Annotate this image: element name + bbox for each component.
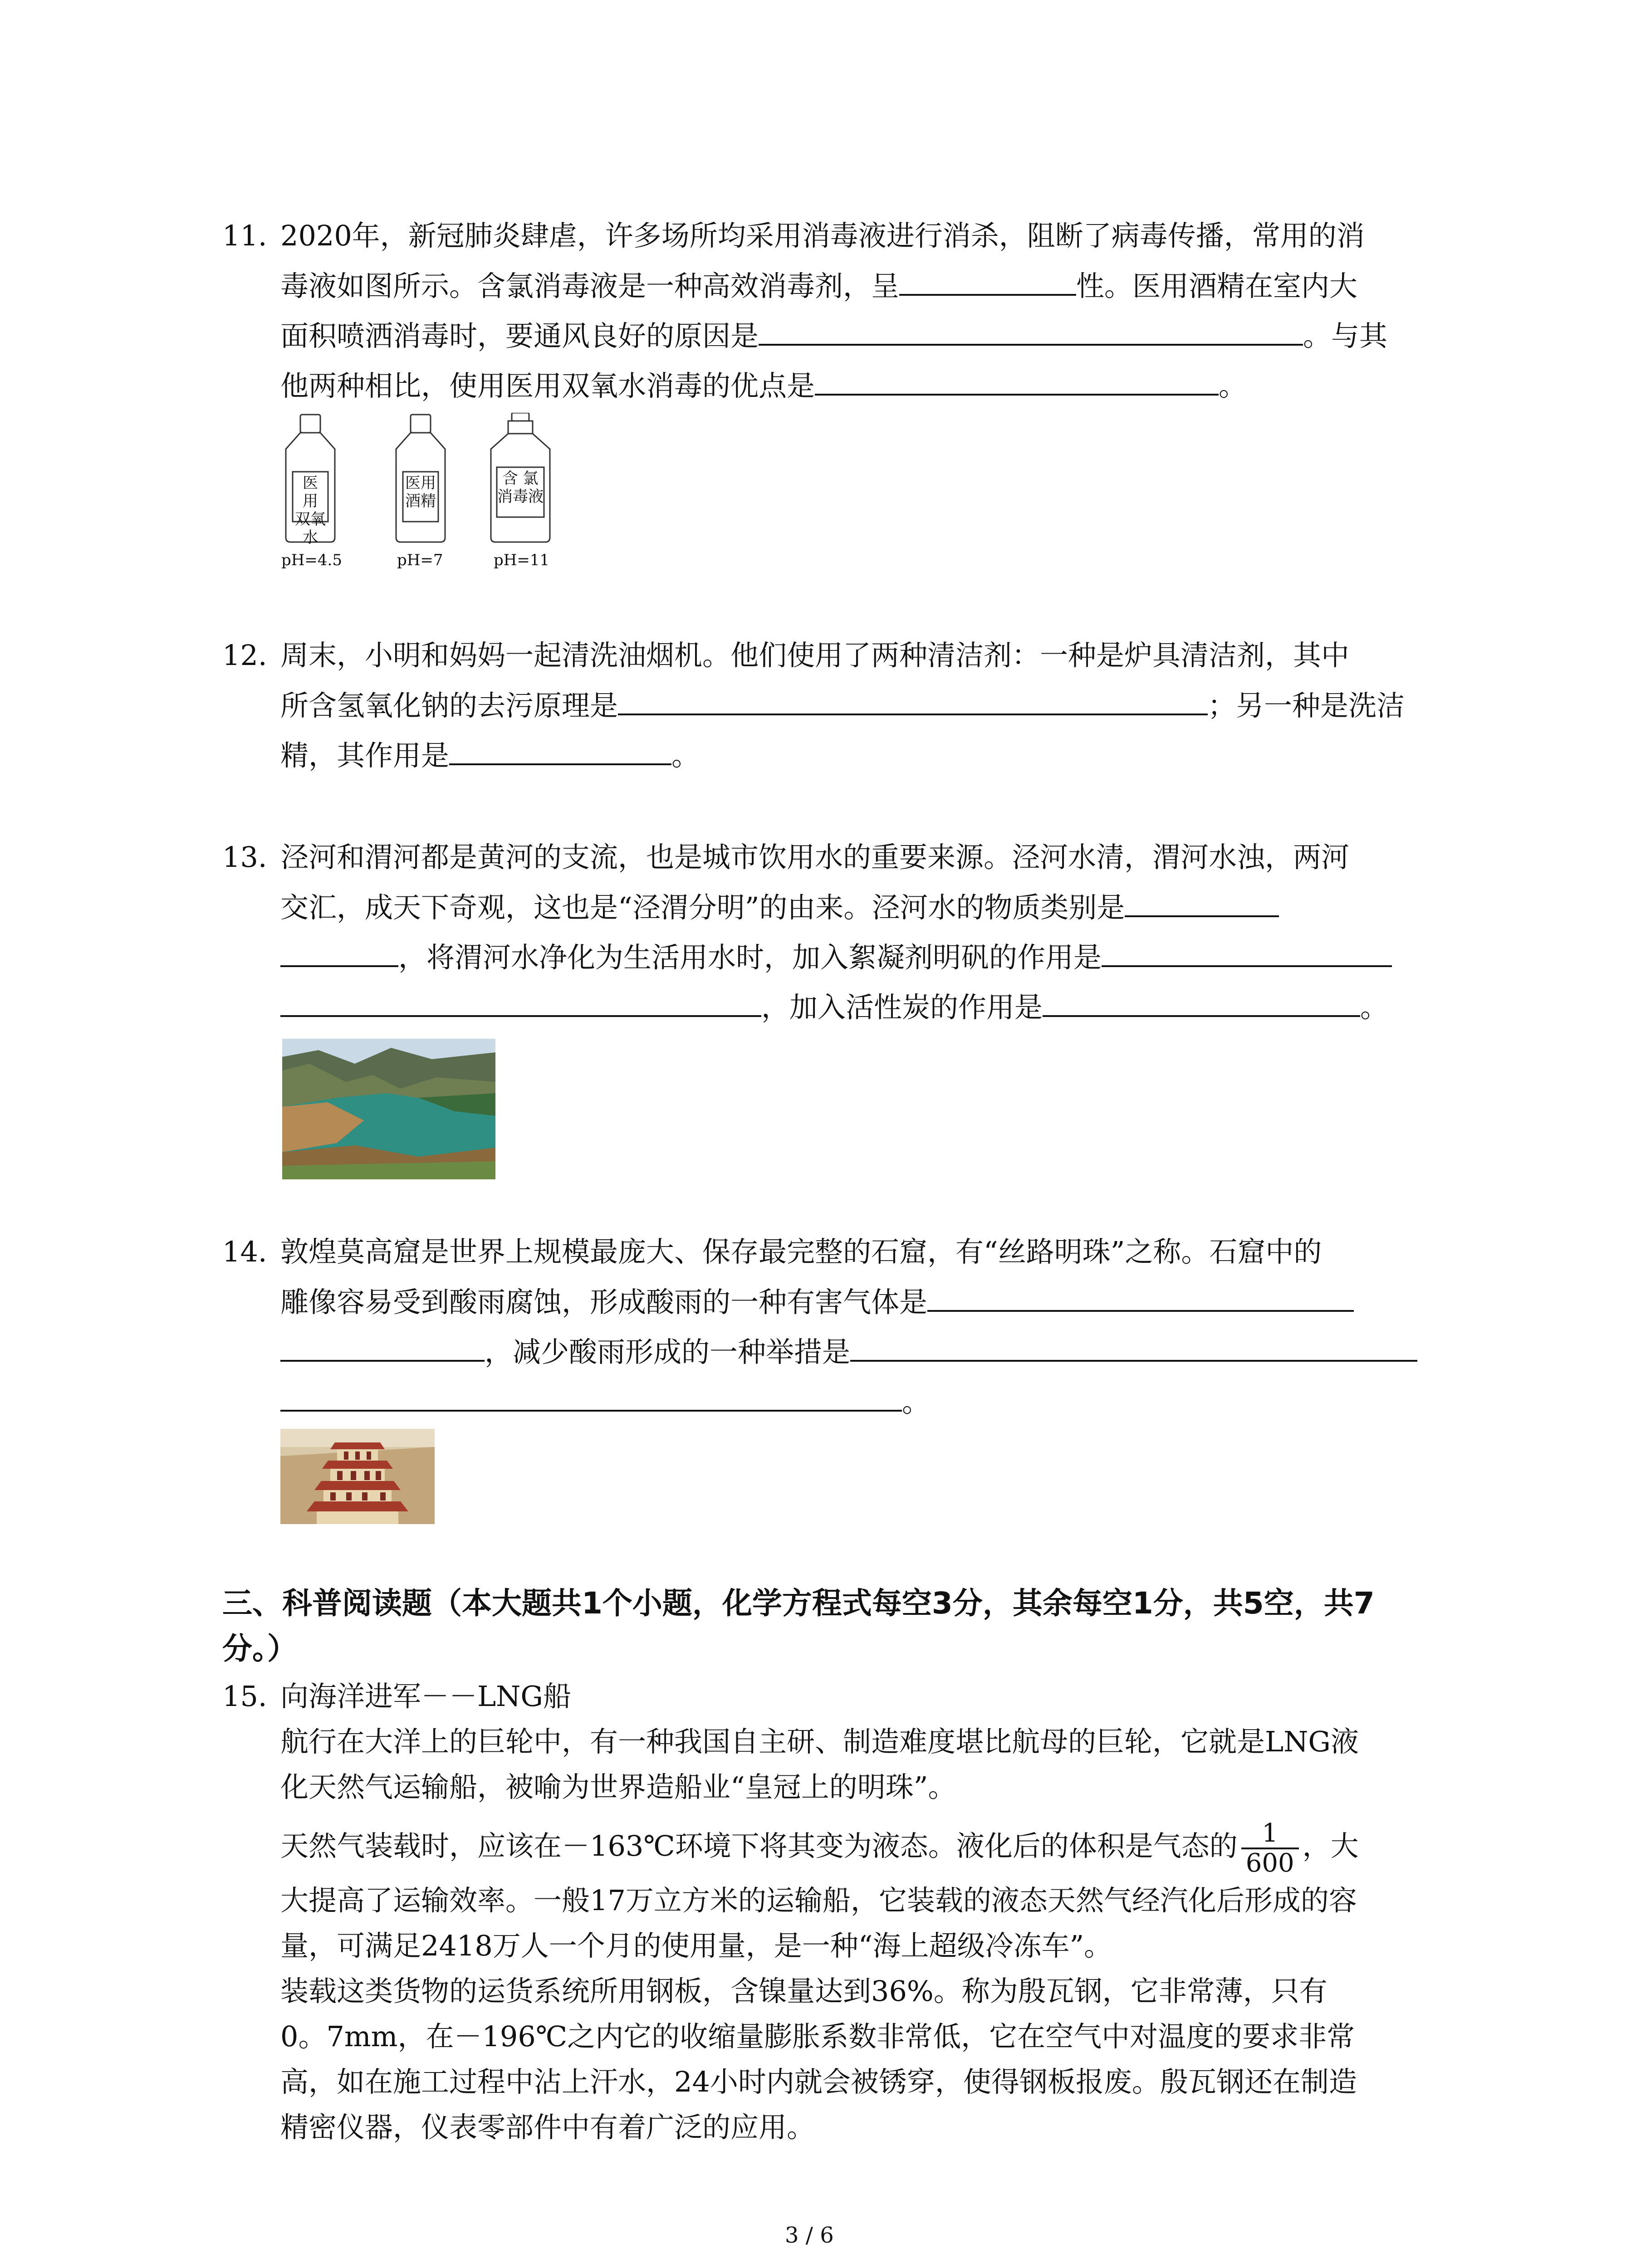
q14-line-2: 雕像容易受到酸雨腐蚀，形成酸雨的一种有害气体是: [280, 1284, 1354, 1320]
section-3-heading-line-2: 分。）: [222, 1631, 297, 1666]
q15-para2-line-1: 天然气装载时，应该在－163℃环境下将其变为液态。液化后的体积是气态的 $\frac{1}{600}$ ，大: [280, 1818, 1359, 1878]
q11-blank-3[interactable]: [815, 367, 1219, 396]
q12-blank-1[interactable]: [618, 687, 1208, 715]
q11-line-4: 他两种相比，使用医用双氧水消毒的优点是 。: [280, 367, 1247, 404]
q15-number: 15.: [222, 1680, 267, 1713]
q14-line-3: ，减少酸雨形成的一种举措是: [280, 1334, 1417, 1370]
q15-para3-line-3: 高，如在施工过程中沾上汗水，24小时内就会被锈穿，使得钢板报废。殷瓦钢还在制造: [280, 2065, 1357, 2098]
q13-blank-1[interactable]: [1125, 889, 1279, 917]
grottoes-scene: [280, 1429, 435, 1524]
page-number: 3 / 6: [785, 2223, 834, 2248]
q14-blank-1[interactable]: [927, 1284, 1354, 1312]
q11-number: 11.: [222, 219, 267, 252]
q13-line-4: ，加入活性炭的作用是 。: [280, 989, 1388, 1026]
q15-para3-line-1: 装载这类货物的运货系统所用钢板，含镍量达到36%。称为殷瓦钢，它非常薄，只有: [280, 1975, 1327, 2008]
mogao-grottoes-photo: [280, 1429, 435, 1524]
q15-para2-line-2: 大提高了运输效率。一般17万立方米的运输船，它装载的液态天然气经汽化后形成的容: [280, 1884, 1357, 1917]
q14-line-1: 敦煌莫高窟是世界上规模最庞大、保存最完整的石窟，有“丝路明珠”之称。石窟中的: [280, 1235, 1322, 1268]
q15-para1-line-1: 航行在大洋上的巨轮中，有一种我国自主研、制造难度堪比航母的巨轮，它就是LNG液: [280, 1725, 1359, 1758]
bottle-2-ph: pH=7: [397, 551, 443, 569]
q12-number: 12.: [222, 639, 267, 672]
bottle-3-label: 含 氯 消毒液: [497, 469, 544, 506]
q14-blank-2[interactable]: [850, 1334, 1417, 1362]
bottle-1-label: 医 用 双氧水: [295, 474, 326, 547]
q14-blank-1-cont[interactable]: [280, 1334, 485, 1362]
bottle-2-label: 医用 酒精: [405, 474, 436, 510]
bottle-3-ph: pH=11: [494, 551, 550, 569]
q11-line-2: 毒液如图所示。含氯消毒液是一种高效消毒剂，呈 性。医用酒精在室内大: [280, 268, 1357, 304]
volume-fraction: $\frac{1}{600}$: [1241, 1819, 1299, 1877]
section-3-heading-line-1: 三、科普阅读题（本大题共1个小题，化学方程式每空3分，其余每空1分，共5空，共7: [222, 1586, 1375, 1621]
q12-line-1: 周末，小明和妈妈一起清洗油烟机。他们使用了两种清洁剂：一种是炉具清洁剂，其中: [280, 639, 1350, 672]
bottle-1-ph: pH=4.5: [281, 551, 342, 569]
q13-number: 13.: [222, 841, 267, 874]
q14-blank-2-cont[interactable]: [280, 1383, 902, 1412]
q15-para3-line-2: 0。7mm，在－196℃之内它的收缩量膨胀系数非常低，它在空气中对温度的要求非常: [280, 2020, 1355, 2053]
q11-line-3: 面积喷洒消毒时，要通风良好的原因是 。与其: [280, 318, 1387, 354]
q14-line-4: 。: [280, 1383, 930, 1420]
q12-blank-2[interactable]: [449, 737, 671, 765]
q15-para3-line-4: 精密仪器，仪表零部件中有着广泛的应用。: [280, 2111, 815, 2144]
river-scene: [282, 1039, 495, 1179]
q15-title: 向海洋进军－－LNG船: [280, 1680, 571, 1713]
q13-line-1: 泾河和渭河都是黄河的支流，也是城市饮用水的重要来源。泾河水清，渭河水浊，两河: [280, 841, 1350, 874]
q13-blank-2[interactable]: [1102, 939, 1392, 967]
q11-blank-1[interactable]: [899, 268, 1076, 296]
q12-line-3: 精，其作用是 。: [280, 737, 700, 774]
q15-para2-line-3: 量，可满足2418万人一个月的使用量，是一种“海上超级冷冻车”。: [280, 1929, 1112, 1962]
q11-blank-2[interactable]: [759, 318, 1303, 346]
q13-line-3: ，将渭河水净化为生活用水时，加入絮凝剂明矾的作用是: [280, 939, 1392, 976]
q12-line-2: 所含氢氧化钠的去污原理是 ；另一种是洗洁: [280, 687, 1405, 724]
river-confluence-photo: [282, 1039, 495, 1179]
q14-number: 14.: [222, 1235, 267, 1268]
q13-blank-2-cont[interactable]: [280, 989, 761, 1017]
q15-para1-line-2: 化天然气运输船，被喻为世界造船业“皇冠上的明珠”。: [280, 1770, 956, 1804]
q11-line-1: 2020年，新冠肺炎肆虐，许多场所均采用消毒液进行消杀，阻断了病毒传播，常用的消: [280, 219, 1365, 252]
q13-blank-3[interactable]: [1043, 989, 1360, 1017]
disinfectant-bottles-figure: [281, 413, 554, 576]
q13-line-2: 交汇，成天下奇观，这也是“泾渭分明”的由来。泾河水的物质类别是: [280, 889, 1279, 926]
q13-blank-1-cont[interactable]: [280, 939, 398, 967]
